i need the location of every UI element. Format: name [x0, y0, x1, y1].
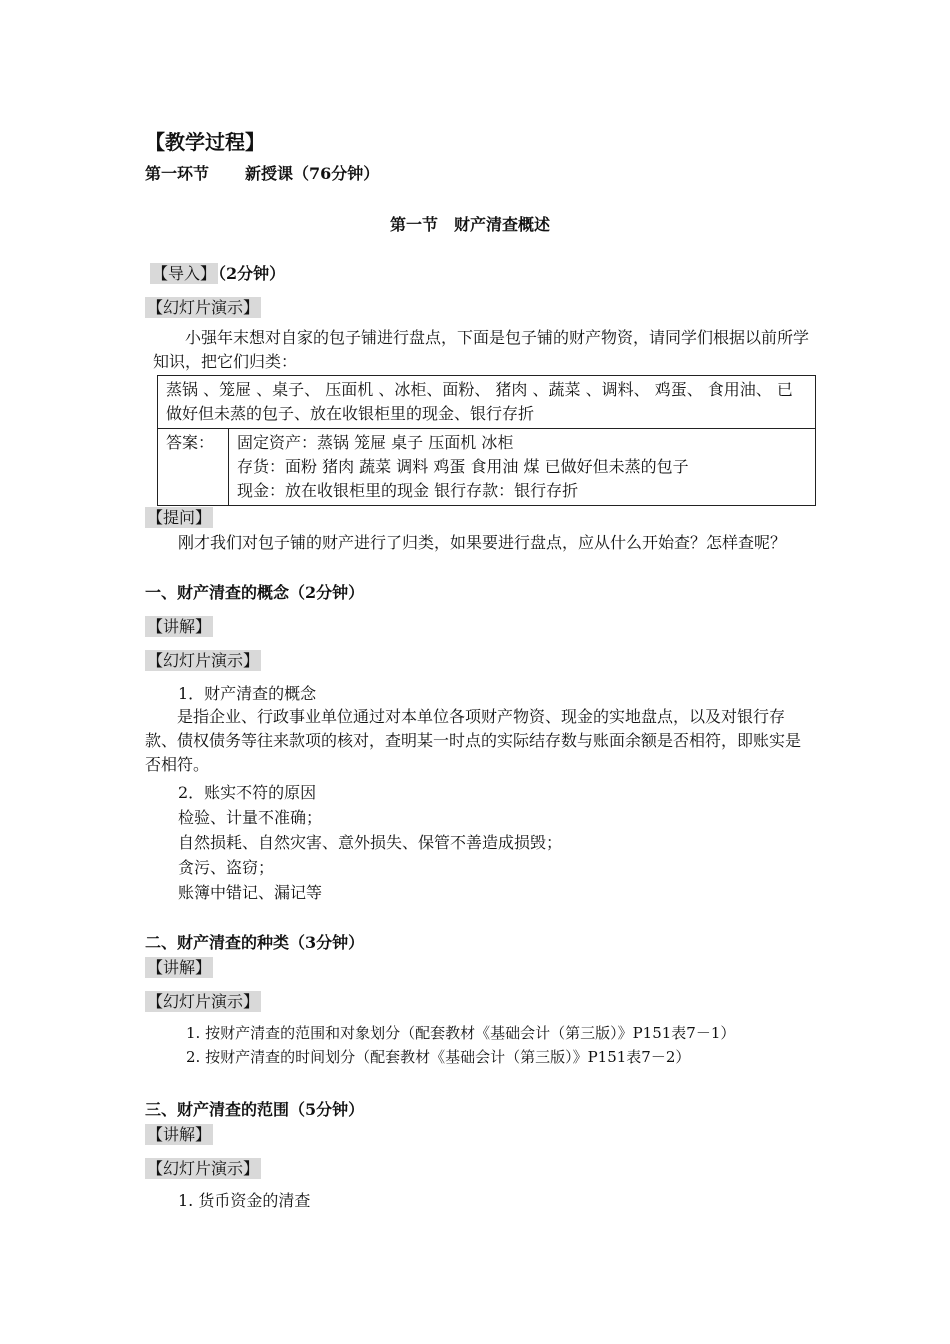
reason-item: 检验、计量不准确； — [178, 808, 323, 827]
reason-item: 贪污、盗窃； — [178, 858, 275, 877]
answer-cell — [229, 429, 816, 506]
process-title: 【教学过程】 — [145, 130, 265, 154]
part2-explain — [145, 955, 213, 978]
part2-heading: 二、财产清查的种类（3分钟） — [145, 933, 365, 952]
part1-explain — [145, 614, 213, 637]
slide-tag — [145, 295, 261, 318]
part1-explain-tag: 【讲解】 — [147, 617, 212, 636]
answer-cash: 现金：放在收银柜里的现金 银行存款：银行存折 — [237, 481, 579, 500]
slide-tag-label: 【幻灯片演示】 — [147, 298, 260, 317]
part1-definition: 是指企业、行政事业单位通过对本单位各项财产物资、现金的实地盘点，以及对银行存款、债权债务等往来款项的核对，查明某一时点的实际结存数与账面余额是否相符，即账实是否相符。 — [145, 707, 802, 774]
part1-slide — [145, 648, 261, 671]
question-tag-label: 【提问】 — [147, 508, 212, 527]
part3-heading: 三、财产清查的范围（5分钟） — [145, 1100, 365, 1119]
part1-sub1: 1．财产清查的概念 — [178, 684, 317, 703]
question-text: 刚才我们对包子铺的财产进行了归类，如果要进行盘点，应从什么开始查？怎样查呢？ — [178, 533, 787, 552]
intro-tag: 【导入】 — [152, 264, 217, 283]
intro-line — [150, 261, 285, 284]
part2-explain-tag: 【讲解】 — [147, 958, 212, 977]
stage-name: 新授课（76分钟） — [245, 164, 380, 183]
part3-slide-tag: 【幻灯片演示】 — [147, 1159, 260, 1178]
part1-heading: 一、财产清查的概念（2分钟） — [145, 583, 365, 602]
items-cell: 蒸锅 、笼屉 、桌子、 压面机 、冰柜、面粉、 猪肉 、蔬菜 、调料、 鸡蛋、 食用油、 已做好但未蒸的包子、放在收银柜里的现金、银行存折 — [158, 376, 816, 429]
part3-explain-tag: 【讲解】 — [147, 1125, 212, 1144]
part1-sub2: 2．账实不符的原因 — [178, 783, 317, 802]
section-title: 第一节 财产清查概述 — [390, 215, 551, 234]
answer-inventory: 存货：面粉 猪肉 蔬菜 调料 鸡蛋 食用油 煤 已做好但未蒸的包子 — [237, 457, 689, 476]
stage-label: 第一环节 — [145, 164, 210, 183]
part3-slide — [145, 1156, 261, 1179]
part3-explain — [145, 1122, 213, 1145]
part2-item: 2. 按财产清查的时间划分（配套教材《基础会计（第三版）》P151表7－2） — [186, 1048, 691, 1066]
part2-item: 1. 按财产清查的范围和对象划分（配套教材《基础会计（第三版）》P151表7－1） — [186, 1024, 736, 1042]
part3-item1: 1. 货币资金的清查 — [178, 1191, 311, 1210]
part1-slide-tag: 【幻灯片演示】 — [147, 651, 260, 670]
part2-slide — [145, 989, 261, 1012]
intro-duration: （2分钟） — [218, 264, 286, 283]
reason-item: 自然损耗、自然灾害、意外损失、保管不善造成损毁； — [178, 833, 563, 852]
answer-label-cell: 答案： — [158, 429, 229, 506]
reason-item: 账簿中错记、漏记等 — [178, 883, 323, 902]
part2-slide-tag: 【幻灯片演示】 — [147, 992, 260, 1011]
intro-paragraph: 小强年末想对自家的包子铺进行盘点，下面是包子铺的财产物资，请同学们根据以前所学知识，把它们归类： — [153, 328, 810, 371]
classification-table — [157, 375, 816, 506]
answer-fixed-assets: 固定资产：蒸锅 笼屉 桌子 压面机 冰柜 — [237, 433, 514, 452]
question-tag — [145, 505, 213, 528]
